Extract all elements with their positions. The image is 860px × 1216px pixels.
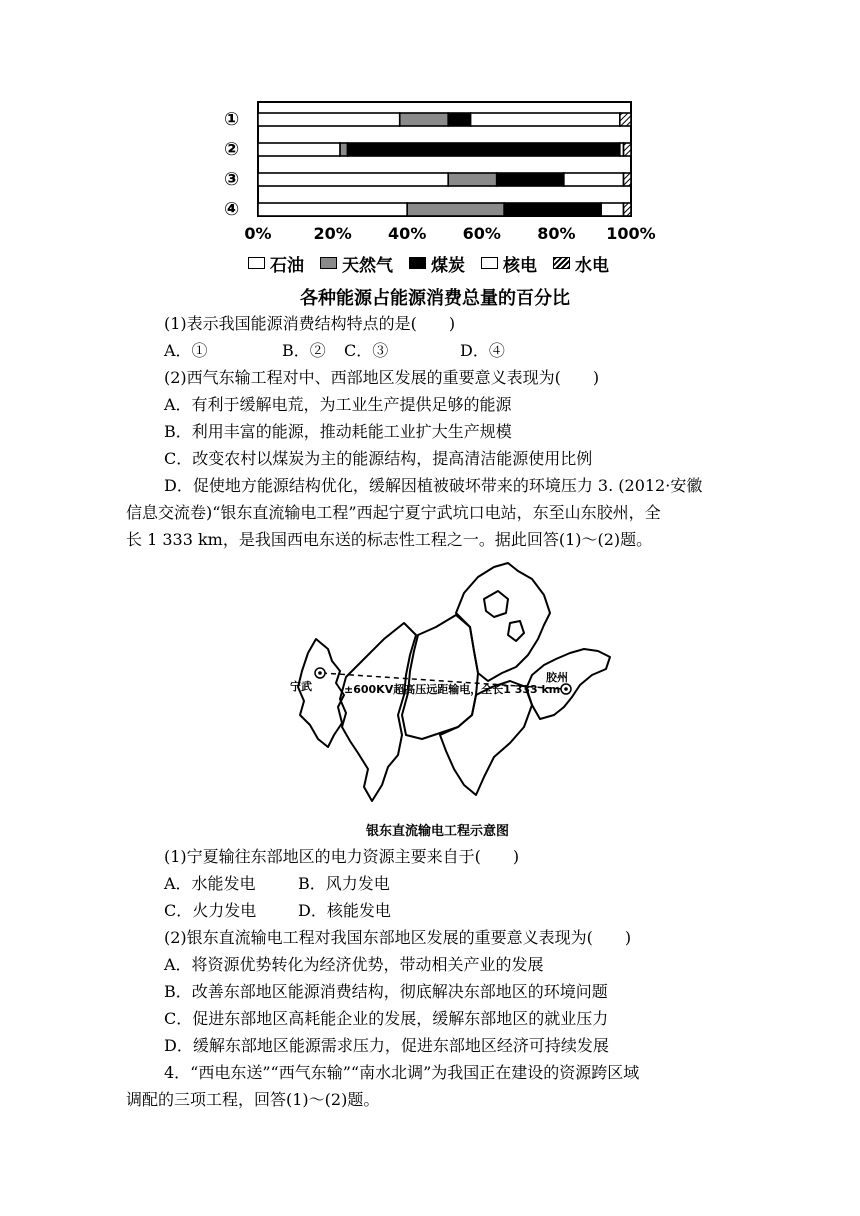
legend-swatch-oil [248,257,265,269]
energy-structure-chart [220,96,660,246]
legend-item-gas [320,251,393,276]
question-3-2: (2)银东直流输电工程对我国东部地区发展的重要意义表现为( ) [164,928,632,947]
bar-segment-row2-series3 [348,143,620,156]
q2-2-option-b: B．利用丰富的能源，推动耗能工业扩大生产规模 [164,422,512,441]
legend-swatch-gas [320,257,337,269]
bar-segment-row4-series3 [504,203,601,216]
chart-title: 各种能源占能源消费总量的百分比 [300,288,570,309]
q2-1-option-b: B．② [282,341,326,360]
legend-label-hydro: 水电 [575,255,609,276]
bar-segment-row3-series4 [564,173,624,186]
bar-segment-row3-series3 [497,173,564,186]
question-3-intro-line-1: 信息交流卷)“银东直流输电工程”西起宁夏宁武坑口电站，东至山东胶州，全 [126,503,661,522]
x-tick-label: 100% [606,224,656,243]
legend-label-gas: 天然气 [342,255,393,276]
q2-2-option-d: D．促使地方能源结构优化，缓解因植被破坏带来的环境压力 3. (2012·安徽 [164,476,703,495]
question-2-1: (1)表示我国能源消费结构特点的是( ) [164,314,456,333]
map-region-beijing [484,591,508,617]
bar-segment-row4-series5 [624,203,631,216]
q2-2-option-c: C．改变农村以煤炭为主的能源结构，提高清洁能源使用比例 [164,449,593,468]
map-region-shaanxi [340,623,416,801]
row-label-1: ① [224,109,240,130]
bar-segment-row1-series4 [471,113,620,126]
legend-item-coal [409,251,465,276]
x-tick-label: 20% [313,224,352,243]
bar-segment-row3-series2 [448,173,496,186]
bar-segment-row2-series5 [624,143,631,156]
legend-label-oil: 石油 [270,255,304,276]
bar-segment-row3-series1 [258,173,448,186]
x-tick-label: 60% [462,224,501,243]
row-label-4: ④ [224,199,240,220]
question-3-intro-line-2: 长 1 333 km，是我国西电东送的标志性工程之一。据此回答(1)～(2)题。 [126,530,653,549]
chart-legend [248,252,625,274]
q3-2-option-b: B．改善东部地区能源消费结构，彻底解决东部地区的环境问题 [164,982,608,1001]
q3-1-option-c: C．火力发电 [164,901,257,920]
legend-swatch-coal [409,257,426,269]
bar-segment-row4-series1 [258,203,407,216]
bar-segment-row3-series5 [624,173,631,186]
question-4-line-2: 调配的三项工程，回答(1)～(2)题。 [126,1090,380,1109]
map-label-ningwu: 宁武 [290,680,312,693]
q3-1-option-b: B．风力发电 [298,874,390,893]
bar-segment-row2-series2 [340,143,347,156]
x-tick-label: 0% [244,224,272,243]
map-label-line: ±600KV超高压远距输电，全长1 333 km [344,683,561,696]
legend-item-oil [248,251,304,276]
q3-1-option-d: D．核能发电 [298,901,391,920]
x-tick-label: 40% [388,224,427,243]
bar-segment-row2-series1 [258,143,340,156]
legend-item-hydro [553,251,609,276]
map-region-ningxia [298,639,344,747]
question-2-2: (2)西气东输工程对中、西部地区发展的重要意义表现为( ) [164,368,600,387]
map-region-henan [440,681,532,795]
q3-2-option-a: A．将资源优势转化为经济优势，带动相关产业的发展 [164,955,544,974]
legend-label-coal: 煤炭 [431,255,465,276]
legend-item-nuclear [481,251,537,276]
q3-1-option-a: A．水能发电 [164,874,256,893]
question-4-line-1: 4．“西电东送”“西气东输”“南水北调”为我国正在建设的资源跨区域 [164,1063,640,1082]
bar-segment-row4-series2 [407,203,504,216]
transmission-map [288,555,618,815]
row-label-3: ③ [224,169,240,190]
q2-1-option-a: A．① [164,341,208,360]
legend-swatch-hydro [553,257,570,269]
bar-segment-row1-series5 [620,113,631,126]
map-region-tianjin [508,621,524,641]
q3-2-option-c: C．促进东部地区高耗能企业的发展，缓解东部地区的就业压力 [164,1009,609,1028]
map-caption: 银东直流输电工程示意图 [366,824,510,839]
x-tick-label: 80% [537,224,576,243]
map-label-jiaozhou: 胶州 [546,671,568,684]
map-region-hebei [456,563,550,681]
bar-segment-row4-series4 [601,203,623,216]
legend-swatch-nuclear [481,257,498,269]
q3-2-option-d: D．缓解东部地区能源需求压力，促进东部地区经济可持续发展 [164,1036,609,1055]
bar-segment-row1-series1 [258,113,400,126]
bar-segment-row1-series3 [448,113,470,126]
legend-label-nuclear: 核电 [503,255,537,276]
q2-2-option-a: A．有利于缓解电荒，为工业生产提供足够的能源 [164,395,512,414]
row-label-2: ② [224,139,240,160]
q2-1-option-d: D．④ [460,341,505,360]
q2-1-option-c: C．③ [344,341,389,360]
question-3-1: (1)宁夏输往东部地区的电力资源主要来自于( ) [164,847,520,866]
bar-segment-row1-series2 [400,113,448,126]
